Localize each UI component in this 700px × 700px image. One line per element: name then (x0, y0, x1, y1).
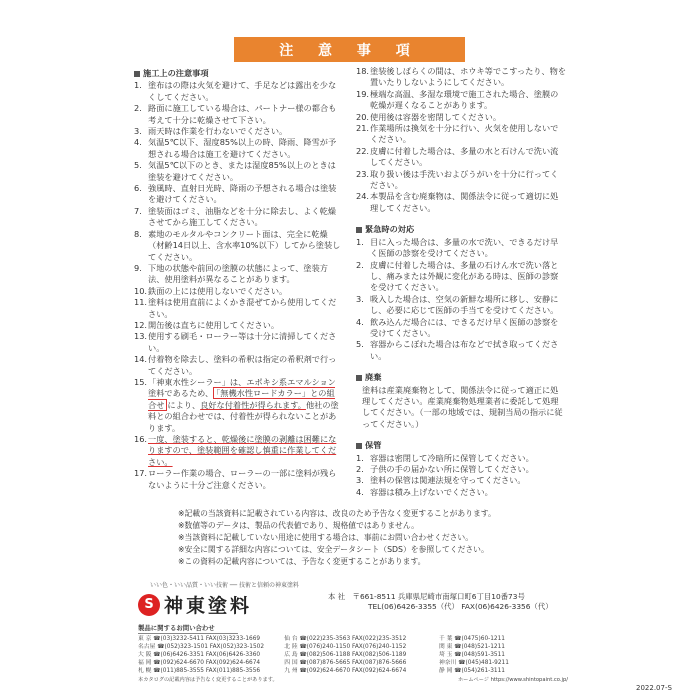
list-item: 22. 皮膚に付着した場合は、多量の水と石けんで洗い流してください。 (356, 145, 559, 168)
item15-red-highlight: 「無機水性ロードカラー」との組合せ (148, 388, 335, 410)
text-line: 関 東 ☎(048)521-1211 (438, 644, 505, 650)
list-item-16: 16. 一度、塗装すると、乾燥後に塗膜の剥離は困難になりますので、塗装範囲を確認し慎重に作業してください。 (134, 434, 342, 468)
text-line: ※この資料の記載内容については、予告なく変更することがあります。 (178, 557, 426, 566)
company-tagline: いい色・いい品質・いい技術 ── 技術と信頼の神東塗料 (150, 582, 300, 589)
list-item: 12. 開缶後は直ちに使用してください。 (134, 319, 280, 330)
section-storage (356, 440, 566, 451)
item16-red-underline: 一度、塗装すると、乾燥後に塗膜の剥離は困難になりますので、塗装範囲を確認し慎重に作業してください。 (148, 434, 337, 467)
storage-list (356, 453, 566, 499)
branch-contacts (138, 624, 568, 684)
document-number: 2022.07-S (636, 684, 672, 692)
page-title: 注 意 事 項 (234, 37, 465, 62)
footer-website-link[interactable]: ホームページ https://www.shintopaint.co.jp/ (457, 677, 568, 683)
list-item: 2. 子供の手の届かない所に保管してください。 (356, 464, 534, 474)
branch-header: 製品に関するお問い合わせ (138, 624, 238, 634)
list-item: 5. 容器からこぼれた場合は布などで拭き取ってください。 (356, 339, 559, 361)
left-column (134, 66, 342, 491)
branch-column-2 (284, 635, 439, 675)
text-line: 四 国 ☎(087)876-5665 FAX(087)876-5666 (284, 660, 407, 666)
list-item: 8. 素地のモルタルやコンクリート面は、完全に乾燥（材齢14日以上、含水率10%以下）してから塗装してください。 (134, 228, 341, 262)
text-line: 仙 台 ☎(022)235-3563 FAX(022)235-3512 (284, 636, 407, 642)
section-title: 廃棄 (365, 372, 382, 383)
item15-tail: 他社の塗料との組合わせでは、付着性が得られないことがあります。 (148, 399, 339, 433)
section-square-icon (356, 227, 362, 233)
list-item: 7. 塗装面はゴミ、油脂などを十分に除去し、よく乾燥させてから施工してください。 (134, 205, 336, 228)
text-line: 札 幌 ☎(011)885-3555 FAX(011)885-3556 (138, 668, 261, 674)
section-square-icon (356, 443, 362, 449)
list-item: 19. 極端な高温、多湿な環境で施工された場合、塗膜の乾燥が遅くなることがあります。 (356, 88, 559, 111)
footer-disclaimer: 本カタログの記載内容は予告なく変更することがあります。 (138, 677, 278, 683)
item15-lead: 「神東水性シーラー」は、エポキシ系エマルション塗料であるため、 (148, 376, 336, 399)
list-item: 2. 皮膚に付着した場合は、多量の石けん水で洗い落とし、痛みまたは外観に変化がある時は、医師の診察を受けてください。 (356, 259, 559, 293)
text-line: 東 京 ☎(03)3232-5411 FAX(03)3233-1669 (138, 636, 261, 642)
hq-tel: TEL(06)6426-3355（代） FAX(06)6426-3356（代） (368, 602, 553, 611)
list-item: 11. 塗料は使用直前によくかき混ぜてから使用してください。 (134, 297, 337, 319)
list-item: 23. 取り扱い後は手洗いおよびうがいを十分に行ってください。 (356, 168, 559, 191)
hq-address: 〒661-8511 兵庫県尼崎市南塚口町6丁目10番73号 (352, 592, 525, 601)
text-line: 埼 玉 ☎(048)591-3511 (438, 652, 505, 658)
company-logo-mark-icon: S (138, 594, 160, 616)
text-line: ※記載の当該資料に記載されている内容は、改良のため予告なく変更することがあります。 (178, 509, 496, 518)
list-item: 24. 本製品を含む廃棄物は、関係法令に従って適切に処理してください。 (356, 191, 559, 213)
headquarters-info (328, 592, 553, 612)
disposal-text: 塗料は産業廃棄物として、関係法令に従って適正に処理してください。産業廃棄物処理業者に委託して処理してください。（一部の地域では、規制当局の指示に従ってください。） (362, 384, 563, 429)
section-square-icon (134, 71, 140, 77)
right-items-list (356, 66, 566, 214)
list-item-15: 15. 「神東水性シーラー」は、エポキシ系エマルション塗料であるため、 「無機水性ロードカラー」との組合せ により、良好な付着性が得られます。他社の塗料との組合わせでは、付着性が得られないことがあります。 (134, 376, 339, 433)
footnotes (178, 508, 578, 568)
text-line: 大 阪 ☎(06)6426-3351 FAX(06)6426-3360 (138, 652, 261, 658)
list-item: 4. 気温5℃以下、湿度85%以上の時、降雨、降雪が予想される場合は施工を避けてください。 (134, 137, 337, 159)
list-item: 3. 吸入した場合は、空気の新鮮な場所に移し、安静にし、必要に応じて医師の手当てを受けてください。 (356, 293, 559, 316)
list-item: 4. 容器は積み上げないでください。 (356, 486, 493, 497)
text-line: 名古屋 ☎(052)323-1501 FAX(052)323-1502 (138, 644, 265, 650)
item15-mid: により、 (167, 399, 201, 410)
list-item: 4. 飲み込んだ場合には、できるだけ早く医師の診察を受けてください。 (356, 316, 559, 338)
right-column (356, 66, 566, 498)
text-line: ※当該資料に記載していない用途に使用する場合は、事前にお問い合わせください。 (178, 533, 474, 542)
list-item: 18. 塗装後しばらくの間は、ホウキ等でこすったり、物を置いたりしないようにしてください。 (356, 66, 567, 88)
list-item-17: 17. ローラー作業の場合、ローラーの一部に塗料が残らないように十分ご注意ください。 (134, 468, 337, 490)
list-item: 2. 路面に施工している場合は、パートナー様の都合も考えて十分に乾燥させて下さい。 (134, 103, 337, 125)
text-line: ※数値等のデータは、製品の代表値であり、規格値ではありません。 (178, 521, 419, 530)
text-line: ※安全に関する詳細な内容については、安全データシート（SDS）を参照してください。 (178, 545, 489, 554)
list-item: 5. 気温5℃以下のとき、または湿度85%以上のときは塗装を避けてください。 (134, 160, 336, 182)
list-item: 6. 強風時、直射日光時、降雨の予想される場合は塗装を避けてください。 (134, 183, 337, 205)
section-disposal (356, 372, 566, 383)
list-item: 10. 鉄面の上には使用しないでください。 (134, 285, 288, 296)
branch-column-3 (439, 635, 568, 675)
list-item: 14. 付着物を除去し、塗料の希釈は指定の希釈剤で行ってください。 (134, 354, 337, 376)
section-title: 緊急時の対応 (365, 224, 415, 235)
section-construction-notes (134, 68, 342, 79)
list-item: 20. 使用後は容器を密閉してください。 (356, 111, 502, 122)
text-line: 九 州 ☎(092)624-6670 FAX(092)624-6674 (284, 668, 407, 674)
list-item: 21. 作業場所は換気を十分に行い、火気を使用しないでください。 (356, 123, 559, 145)
item15-red-underline: 良好な付着性が得られます。 (200, 399, 306, 410)
emergency-list (356, 237, 566, 362)
left-items-list (134, 80, 342, 377)
text-line: 静 岡 ☎(054)261-3111 (438, 668, 505, 674)
list-item: 3. 雨天時は作業を行わないでください。 (134, 126, 288, 137)
text-line: 北 陸 ☎(076)240-1150 FAX(076)240-1152 (284, 644, 407, 650)
list-item: 1. 容器は密閉して冷暗所に保管してください。 (356, 452, 534, 463)
section-title: 保管 (365, 440, 382, 451)
company-name: 神東塗料 (164, 595, 253, 617)
text-line: 千 葉 ☎(0475)60-1211 (438, 636, 505, 642)
section-emergency (356, 224, 566, 235)
company-block (138, 580, 568, 618)
list-item: 9. 下地の状態や前回の塗膜の状態によって、塗装方法、使用塗料が異なることがあります。 (134, 262, 328, 285)
list-item: 3. 塗料の保管は関連法規を守ってください。 (356, 475, 526, 486)
text-line: 神奈川 ☎(045)481-9211 (438, 660, 509, 666)
list-item: 1. 目に入った場合は、多量の水で洗い、できるだけ早く医師の診察を受けてください。 (356, 236, 559, 259)
list-item: 1. 塗布はの際は火気を避けて、手足などは露出を少なくしてください。 (134, 80, 337, 102)
hq-label: 本 社 (328, 592, 346, 601)
section-square-icon (356, 375, 362, 381)
list-item: 13. 使用する刷毛・ローラー等は十分に清掃してください。 (134, 331, 337, 353)
text-line: 広 島 ☎(082)506-1188 FAX(082)506-1189 (284, 652, 407, 658)
branch-column-1 (138, 635, 284, 675)
text-line: 福 岡 ☎(092)624-6670 FAX(092)624-6674 (138, 660, 261, 666)
section-title: 施工上の注意事項 (143, 68, 209, 78)
